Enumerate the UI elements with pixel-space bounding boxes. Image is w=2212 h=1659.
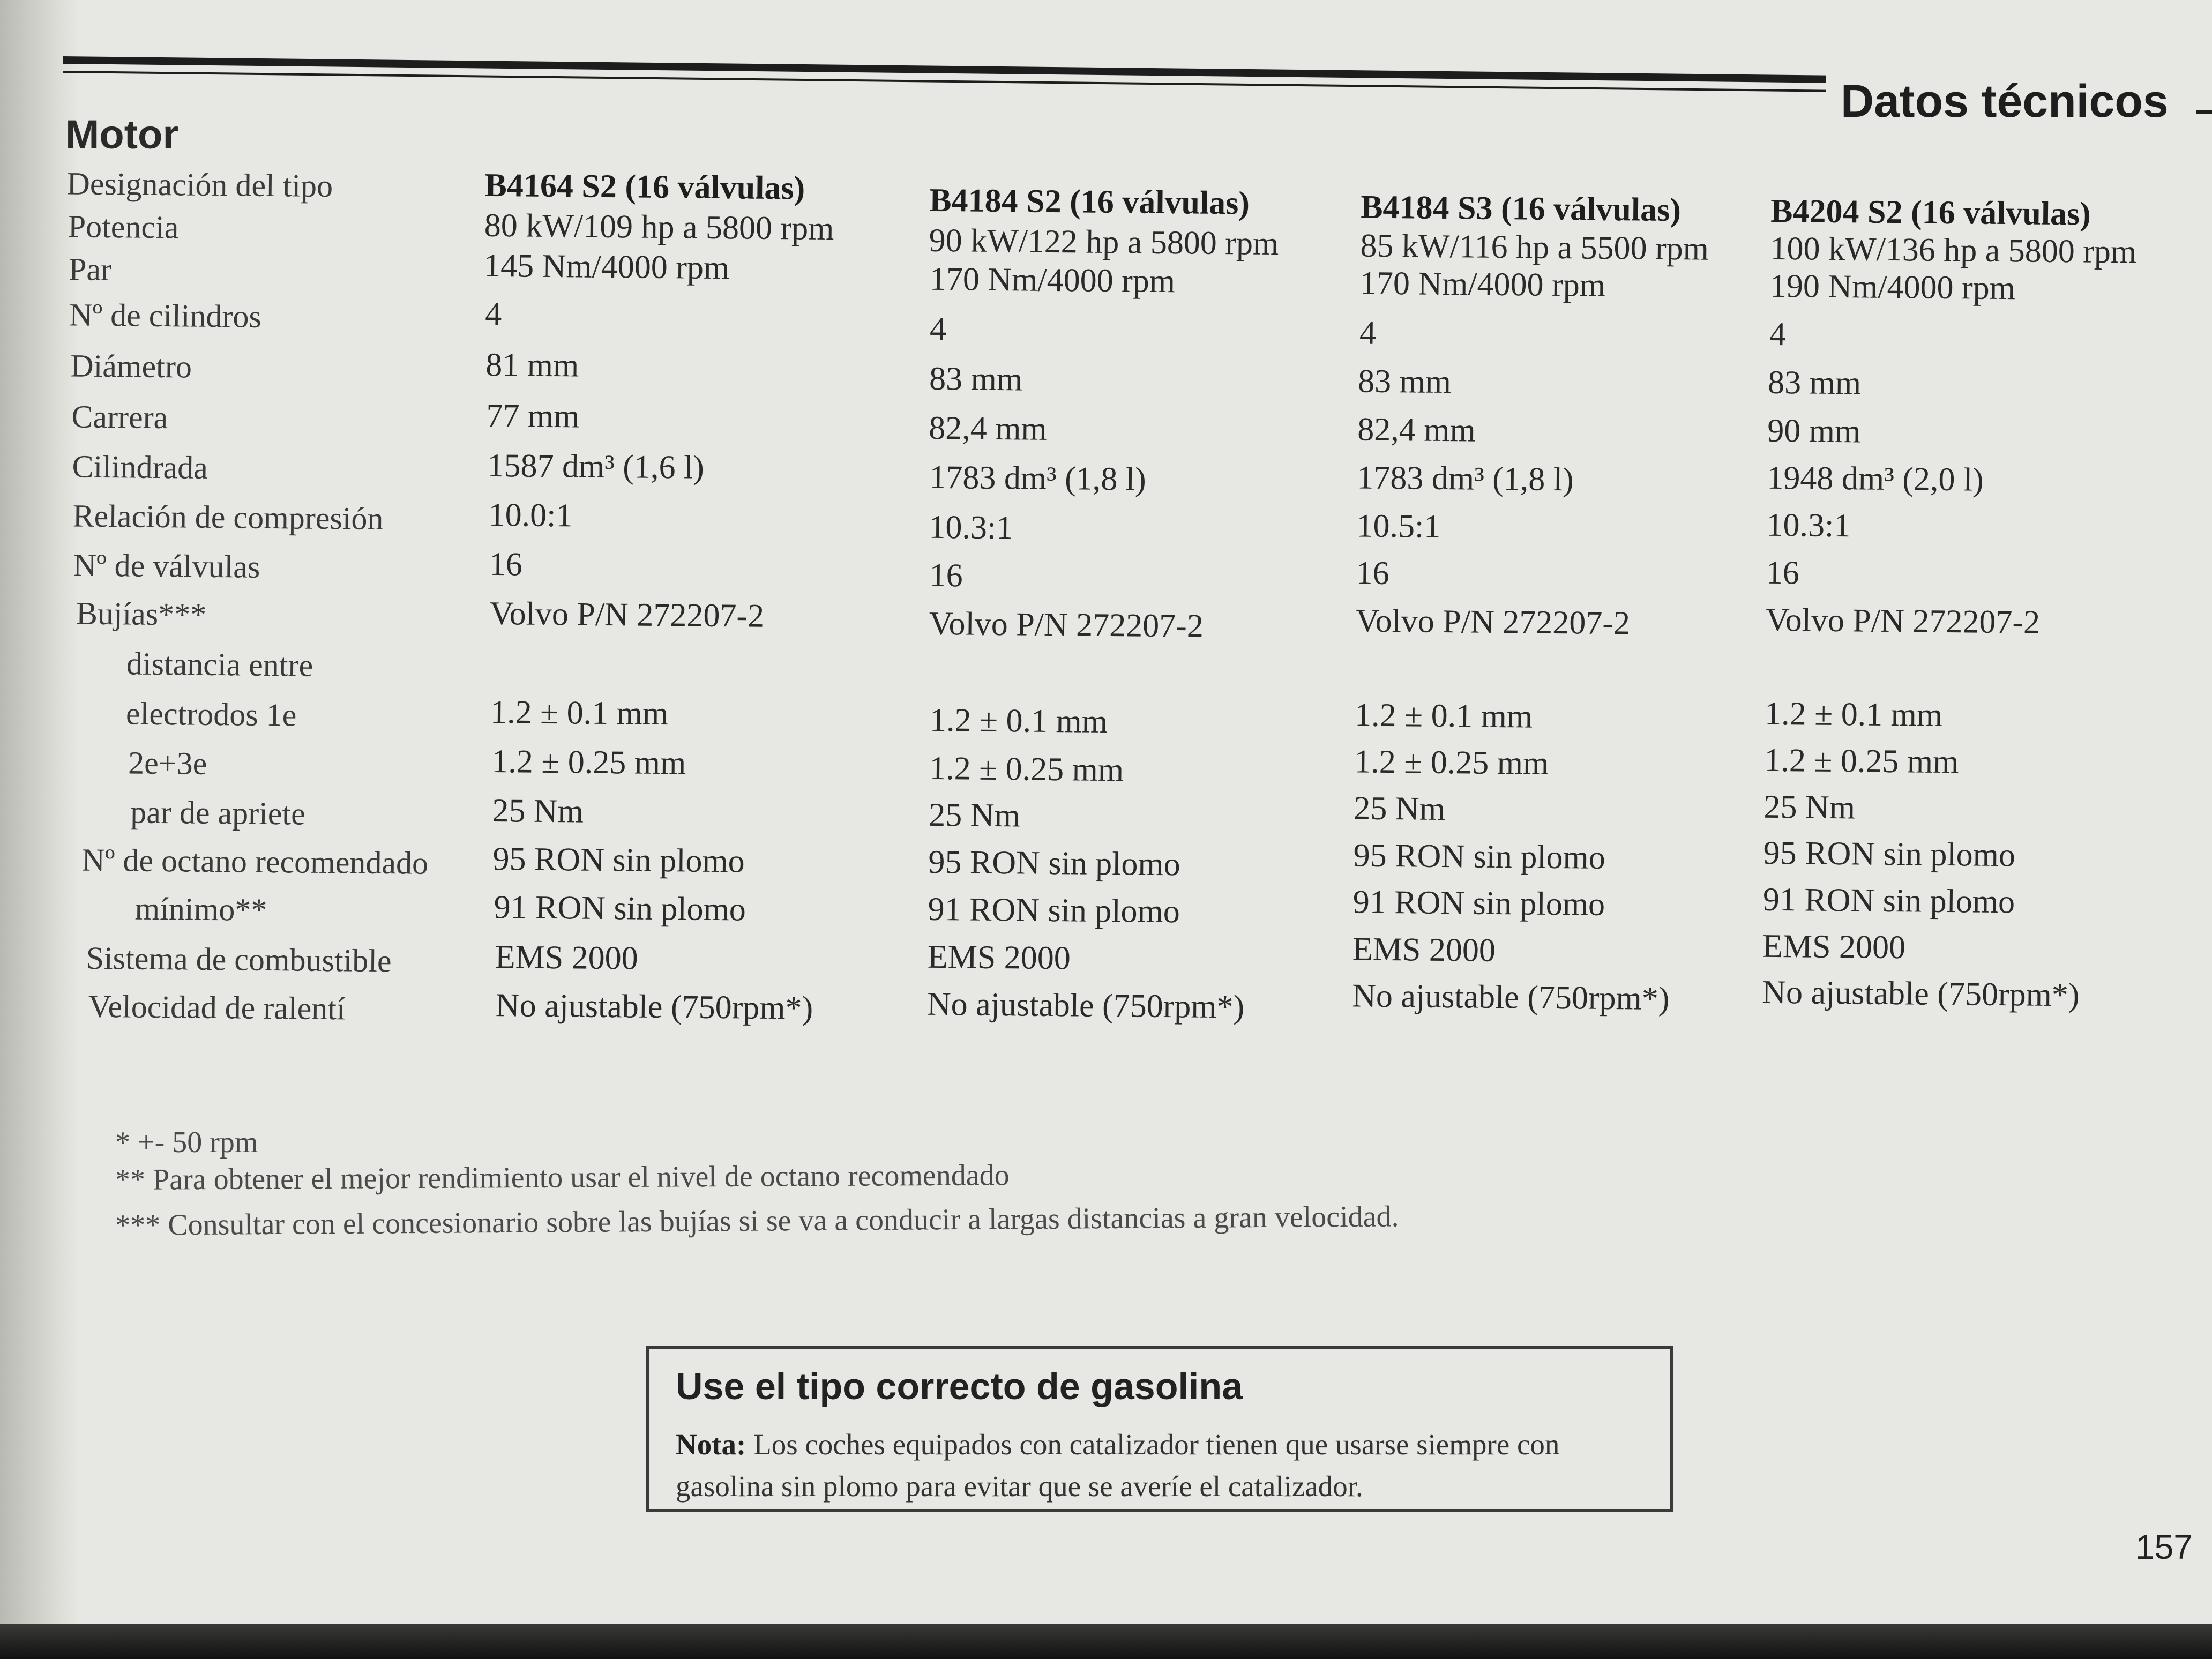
engine-1-octane: 95 RON sin plomo	[492, 841, 745, 880]
engine-3-bore: 83 mm	[1357, 363, 1452, 401]
label-valves: Nº de válvulas	[73, 547, 260, 585]
fuel-note-title: Use el tipo correcto de gasolina	[676, 1365, 1243, 1407]
label-stroke: Carrera	[71, 399, 168, 436]
label-gap-2e3e: 2e+3e	[128, 745, 207, 781]
engine-1-displacement: 1587 dm³ (1,6 l)	[487, 447, 705, 486]
fuel-note-label: Nota:	[676, 1428, 746, 1461]
engine-1-fuel-system: EMS 2000	[495, 939, 639, 977]
engine-2-power: 90 kW/122 hp a 5800 rpm	[929, 222, 1279, 263]
label-plugs: Bujías***	[76, 595, 207, 632]
label-displacement: Cilindrada	[72, 449, 208, 485]
fuel-note-text: Los coches equipados con catalizador tienen que usarse siempre con gasolina sin plomo para evitar que se averíe el catalizador.	[676, 1428, 1560, 1503]
engine-1-name: B4164 S2 (16 válvulas)	[484, 167, 805, 207]
engine-4-fuel-system: EMS 2000	[1762, 928, 1906, 966]
engine-1-plugs: Volvo P/N 272207-2	[489, 595, 765, 634]
label-torque: Par	[68, 251, 112, 288]
engine-3-plug-torque: 25 Nm	[1354, 790, 1446, 828]
engine-2-cylinders: 4	[929, 310, 947, 348]
page-header-title: Datos técnicos	[1841, 76, 2169, 127]
engine-1-gap23: 1.2 ± 0.25 mm	[491, 743, 686, 782]
engine-4-name: B4204 S2 (16 válvulas)	[1770, 192, 2091, 233]
engine-3-octane: 95 RON sin plomo	[1353, 837, 1606, 876]
engine-1-bore: 81 mm	[485, 346, 579, 384]
page-bottom-edge	[0, 1624, 2212, 1659]
engine-1-octane-min: 91 RON sin plomo	[494, 889, 746, 928]
fuel-note-box	[646, 1346, 1673, 1512]
footnote-2: ** Para obtener el mejor rendimiento usar el nivel de octano recomendado	[115, 1159, 1010, 1197]
page-number: 157	[2135, 1528, 2193, 1566]
engine-3-idle: No ajustable (750rpm*)	[1351, 977, 1670, 1018]
engine-2-displacement: 1783 dm³ (1,8 l)	[929, 459, 1147, 498]
footnote-3: *** Consultar con el concesionario sobre las bujías si se va a conducir a largas distancias a gran velocidad.	[115, 1200, 1399, 1242]
engine-4-bore: 83 mm	[1767, 364, 1862, 402]
label-gap-heading: distancia entre	[126, 646, 313, 683]
label-fuel-system: Sistema de combustible	[86, 940, 392, 979]
engine-1-compression: 10.0:1	[488, 496, 573, 534]
engine-1-cylinders: 4	[484, 295, 502, 333]
engine-3-name: B4184 S3 (16 válvulas)	[1360, 189, 1682, 229]
footnote-1: * +- 50 rpm	[115, 1126, 258, 1159]
label-gap-1e: electrodos 1e	[125, 696, 297, 733]
engine-3-gap1: 1.2 ± 0.1 mm	[1354, 697, 1533, 735]
engine-3-fuel-system: EMS 2000	[1352, 931, 1496, 969]
engine-4-valves: 16	[1766, 554, 1800, 592]
engine-2-plug-torque: 25 Nm	[929, 796, 1021, 834]
engine-4-compression: 10.3:1	[1766, 506, 1851, 544]
engine-4-stroke: 90 mm	[1767, 412, 1861, 450]
label-idle: Velocidad de ralentí	[88, 988, 346, 1027]
engine-2-idle: No ajustable (750rpm*)	[926, 985, 1245, 1026]
engine-2-name: B4184 S2 (16 válvulas)	[929, 182, 1250, 222]
engine-3-valves: 16	[1356, 555, 1390, 592]
section-title: Motor	[65, 112, 179, 158]
label-compression: Relación de compresión	[72, 498, 384, 537]
engine-4-torque: 190 Nm/4000 rpm	[1769, 267, 2016, 307]
engine-4-octane-min: 91 RON sin plomo	[1762, 881, 2015, 921]
engine-3-torque: 170 Nm/4000 rpm	[1359, 265, 1606, 304]
engine-1-power: 80 kW/109 hp a 5800 rpm	[484, 207, 834, 248]
engine-3-compression: 10.5:1	[1356, 507, 1441, 545]
engine-1-idle: No ajustable (750rpm*)	[495, 987, 813, 1027]
engine-4-octane: 95 RON sin plomo	[1763, 834, 2016, 874]
engine-1-stroke: 77 mm	[486, 397, 580, 435]
engine-4-idle: No ajustable (750rpm*)	[1761, 974, 2080, 1014]
label-plug-torque: par de apriete	[130, 794, 306, 832]
label-cylinders: Nº de cilindros	[69, 297, 262, 334]
engine-3-gap23: 1.2 ± 0.25 mm	[1354, 743, 1549, 782]
engine-1-torque: 145 Nm/4000 rpm	[483, 247, 730, 287]
label-power: Potencia	[68, 208, 179, 245]
engine-2-plugs: Volvo P/N 272207-2	[929, 605, 1204, 645]
engine-4-gap23: 1.2 ± 0.25 mm	[1764, 742, 1959, 781]
label-octane-min: mínimo**	[134, 891, 267, 928]
engine-2-torque: 170 Nm/4000 rpm	[929, 260, 1176, 300]
engine-3-stroke: 82,4 mm	[1357, 411, 1476, 449]
engine-2-fuel-system: EMS 2000	[927, 938, 1071, 977]
fuel-note-body	[676, 1424, 1662, 1507]
engine-2-compression: 10.3:1	[929, 509, 1013, 547]
engine-2-octane: 95 RON sin plomo	[928, 843, 1181, 883]
engine-3-plugs: Volvo P/N 272207-2	[1355, 602, 1631, 642]
engine-1-plug-torque: 25 Nm	[492, 792, 584, 830]
engine-2-bore: 83 mm	[929, 360, 1023, 398]
engine-2-gap23: 1.2 ± 0.25 mm	[929, 750, 1124, 789]
engine-1-valves: 16	[489, 545, 523, 583]
engine-2-octane-min: 91 RON sin plomo	[928, 891, 1180, 930]
engine-4-displacement: 1948 dm³ (2,0 l)	[1767, 459, 1984, 498]
engine-1-gap1: 1.2 ± 0.1 mm	[490, 693, 669, 733]
engine-4-cylinders: 4	[1769, 316, 1787, 353]
engine-3-displacement: 1783 dm³ (1,8 l)	[1357, 459, 1574, 498]
engine-3-cylinders: 4	[1359, 315, 1377, 352]
engine-2-gap1: 1.2 ± 0.1 mm	[929, 701, 1108, 741]
engine-2-stroke: 82,4 mm	[928, 409, 1048, 447]
label-designation: Designación del tipo	[66, 166, 333, 204]
engine-2-valves: 16	[929, 557, 963, 594]
engine-4-power: 100 kW/136 hp a 5800 rpm	[1770, 230, 2137, 271]
engine-4-plugs: Volvo P/N 272207-2	[1765, 601, 2041, 641]
label-bore: Diámetro	[70, 348, 192, 385]
label-octane: Nº de octano recomendado	[81, 842, 429, 881]
engine-3-power: 85 kW/116 hp a 5500 rpm	[1360, 227, 1709, 267]
engine-4-plug-torque: 25 Nm	[1763, 788, 1856, 826]
engine-3-octane-min: 91 RON sin plomo	[1352, 884, 1605, 923]
engine-4-gap1: 1.2 ± 0.1 mm	[1764, 695, 1943, 734]
